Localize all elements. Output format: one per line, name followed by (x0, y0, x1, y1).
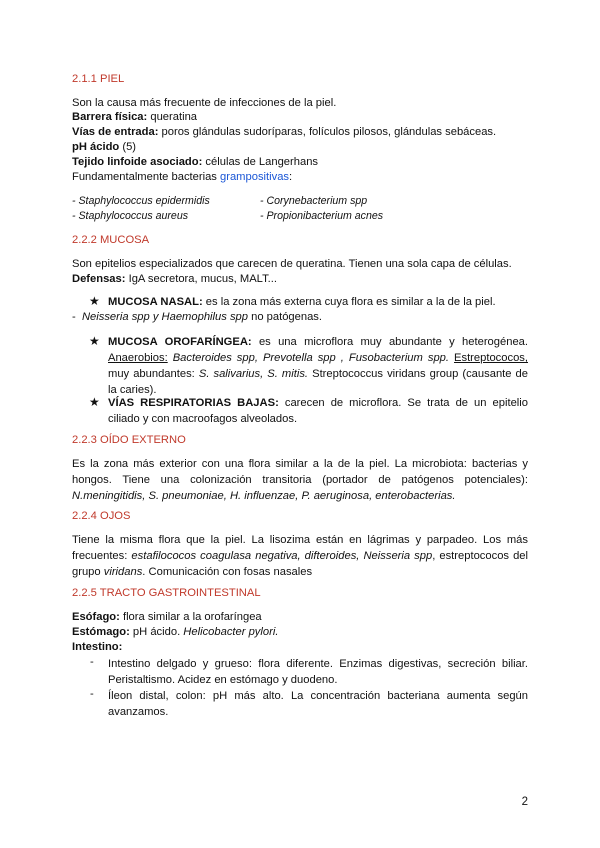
vias-respiratorias: VÍAS RESPIRATORIAS BAJAS: carecen de microflora. Se trata de un epitelio ciliado y con macroofagos alveolados. (108, 397, 528, 425)
tracto-esofago: Esófago: flora similar a la orofaríngea (72, 611, 262, 623)
list-dash: - (90, 656, 94, 668)
star-bullet-icon: ★ (89, 294, 100, 308)
bacteria-3: - Staphylococcus aureus (72, 210, 189, 222)
ojos-text: Tiene la misma flora que la piel. La lisozima están en lágrimas y parpadeo. Los más frecuentes: estafilococos coagulasa negativa, difteroides, Neisseria spp, estreptococos del grupo viridans. Comunicación con fosas nasales (72, 534, 529, 578)
star-bullet-icon: ★ (89, 395, 100, 409)
heading-ojos: 2.2.4 OJOS (72, 510, 131, 522)
oido-text: Es la zona más exterior con una flora similar a la de la piel. La microbiota: bacterias y hongos. Tiene una colonización transitoria (portador de patógenos potenciales): N.meningitidis, S. pneumoniae, H. influenzae, P. aeruginosa, enterobacterias. (72, 458, 528, 502)
neisseria-line: - Neisseria spp y Haemophilus spp no patógenas. (72, 311, 323, 323)
piel-vias: Vías de entrada: poros glándulas sudoríparas, folículos pilosos, glándulas sebáceas. (72, 126, 497, 138)
bacteria-4: - Propionibacterium acnes (260, 210, 384, 222)
mucosa-nasal: MUCOSA NASAL: es la zona más externa cuya flora es similar a la de la piel. (108, 296, 496, 308)
bacteria-1: - Staphylococcus epidermidis (72, 195, 210, 207)
mucosa-defensas: Defensas: IgA secretora, mucus, MALT... (72, 273, 277, 285)
piel-fundamental: Fundamentalmente bacterias grampositivas: (72, 171, 293, 183)
mucosa-orofaringea: MUCOSA OROFARÍNGEA: es una microflora muy abundante y heterogénea. Anaerobios: Bacteroides spp, Prevotella spp , Fusobacterium spp. Estreptococos, muy abundantes: S. salivarius, S. mitis. Streptococcus viridans group (causante de la caries). (108, 336, 529, 396)
page-number: 2 (521, 796, 528, 808)
tracto-estomago: Estómago: pH ácido. Helicobacter pylori. (72, 626, 279, 638)
heading-piel: 2.1.1 PIEL (72, 73, 125, 85)
mucosa-intro: Son epitelios especializados que carecen de queratina. Tienen una sola capa de células. (72, 258, 512, 270)
heading-mucosa: 2.2.2 MUCOSA (72, 234, 150, 246)
bacteria-2: - Corynebacterium spp (260, 195, 368, 207)
piel-barrera: Barrera física: queratina (72, 111, 198, 123)
piel-ph: pH ácido (5) (72, 141, 137, 153)
intestino-item-1: Intestino delgado y grueso: flora diferente. Enzimas digestivas, secreción biliar. Peristaltismo. Acidez en estómago y duodeno. (108, 658, 528, 686)
piel-intro: Son la causa más frecuente de infecciones de la piel. (72, 97, 337, 109)
heading-tracto: 2.2.5 TRACTO GASTROINTESTINAL (72, 587, 261, 599)
star-bullet-icon: ★ (89, 334, 100, 348)
list-dash: - (90, 688, 94, 700)
tracto-intestino: Intestino: (72, 641, 123, 653)
heading-oido: 2.2.3 OÍDO EXTERNO (72, 434, 186, 446)
grampositivas-link[interactable]: grampositivas (220, 171, 290, 183)
intestino-item-2: Íleon distal, colon: pH más alto. La concentración bacteriana aumenta según avanzamos. (108, 690, 528, 718)
piel-tejido: Tejido linfoide asociado: células de Langerhans (72, 156, 319, 168)
